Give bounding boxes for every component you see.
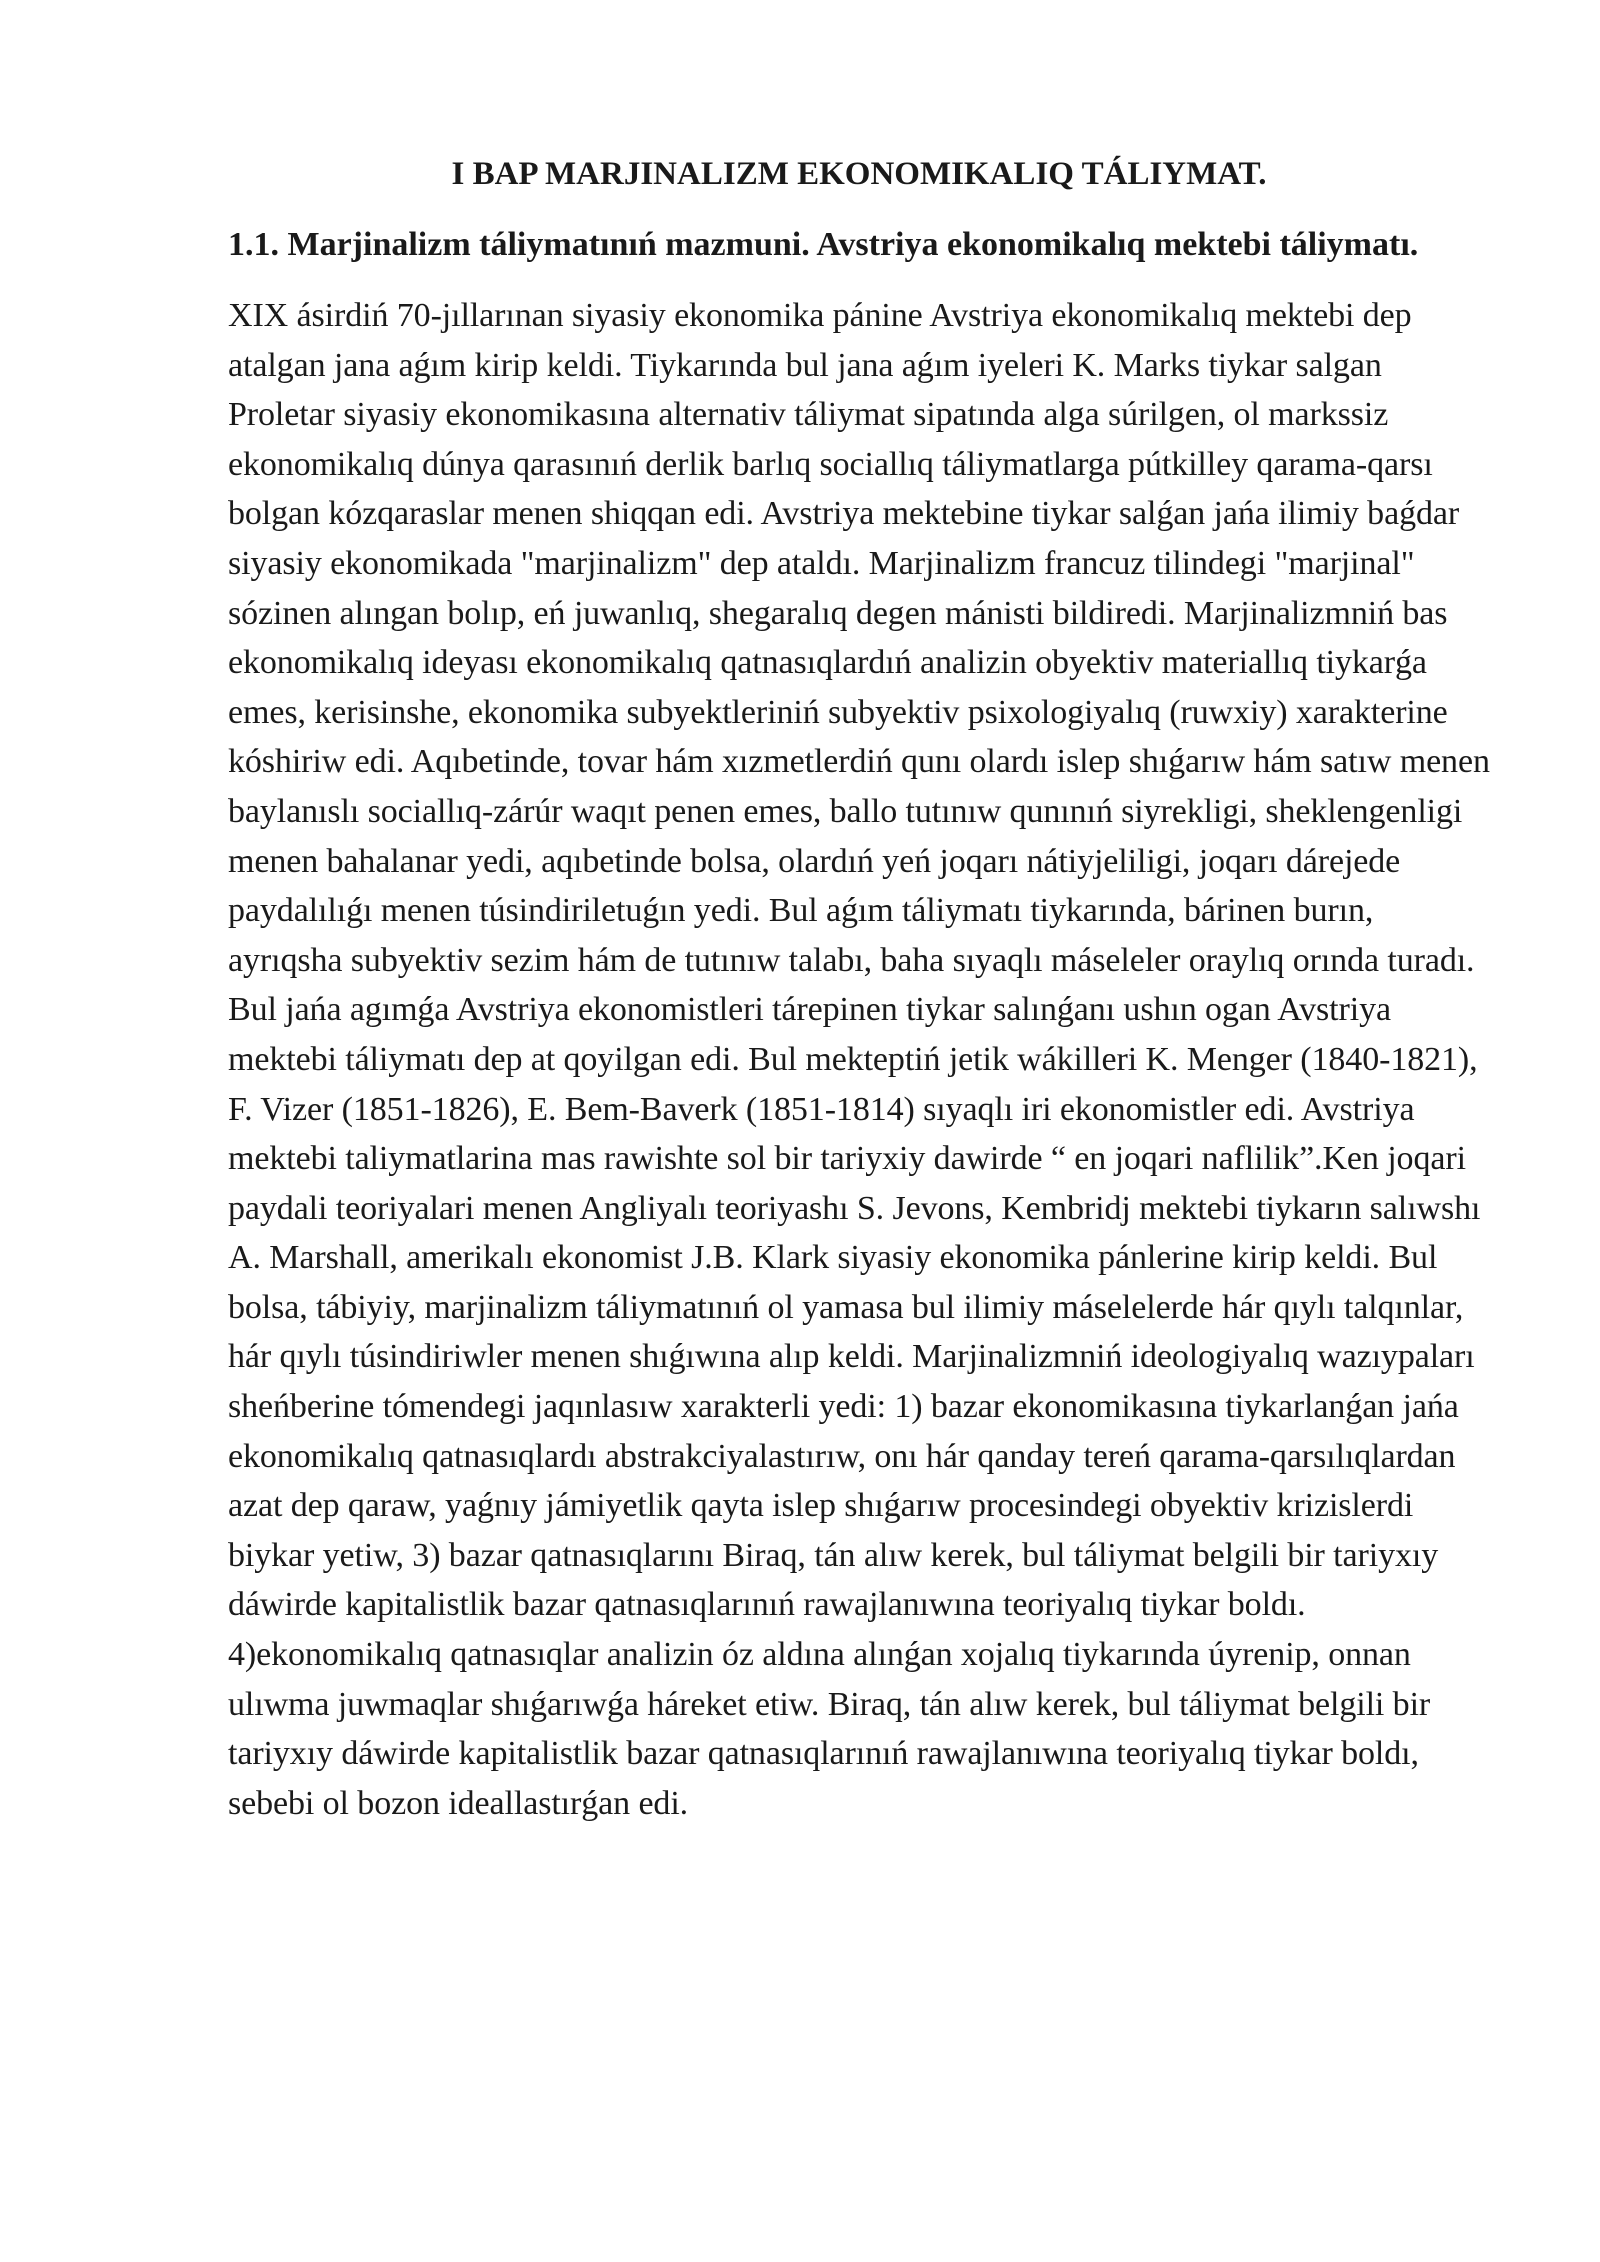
document-content: [228, 150, 1490, 1828]
section-title: 1.1. Marjinalizm táliymatınıń mazmuni. Avstriya ekonomikalıq mektebi táliymatı.: [228, 226, 1419, 263]
chapter-title: I BAP MARJINALIZM EKONOMIKALIQ TÁLIYMAT.: [451, 156, 1267, 192]
body-paragraph: XIX ásirdiń 70-jıllarınan siyasiy ekonomika pánine Avstriya ekonomikalıq mektebi dep atalgan jana aǵım kirip keldi. Tiykarında bul jana aǵım iyeleri K. Marks tiykar salgan Proletar siyasiy ekonomikasına alternativ táliymat sipatında alga súrilgen, ol markssiz ekonomikalıq dúnya qarasınıń derlik barlıq sociallıq táliymatlarga pútkilley qarama-qarsı bolgan kózqaraslar menen shiqqan edi. Avstriya mektebine tiykar salǵan jańa ilimiy baǵdar siyasiy ekonomikada "marjinalizm" dep ataldı. Marjinalizm francuz tilindegi "marjinal" sózinen alıngan bolıp, eń juwanlıq, shegaralıq degen mánisti bildiredi. Marjinalizmniń bas ekonomikalıq ideyası ekonomikalıq qatnasıqlardıń analizin obyektiv materiallıq tiykarǵa emes, kerisinshe, ekonomika subyektleriniń subyektiv psixologiyalıq (ruwxiy) xarakterine kóshiriw edi. Aqıbetinde, tovar hám xızmetlerdiń qunı olardı islep shıǵarıw hám satıw menen baylanıslı sociallıq-zárúr waqıt penen emes, ballo tutınıw qunınıń siyrekligi, sheklengenligi menen bahalanar yedi, aqıbetinde bolsa, olardıń yeń joqarı nátiyjeliligi, joqarı dárejede paydalılıǵı menen túsindiriletuǵın yedi. Bul aǵım táliymatı tiykarında, bárinen burın, ayrıqsha subyektiv sezim hám de tutınıw talabı, baha sıyaqlı máseleler oraylıq orında turadı. Bul jańa agımǵa Avstriya ekonomistleri tárepinen tiykar salınǵanı ushın ogan Avstriya mektebi táliymatı dep at qoyilgan edi. Bul mekteptiń jetik wákilleri K. Menger (1840-1821), F. Vizer (1851-1826), E. Bem-Baverk (1851-1814) sıyaqlı iri ekonomistler edi. Avstriya mektebi taliymatlarina mas rawishte sol bir tariyxiy dawirde “ en joqari naflilik”.Ken joqari paydali teoriyalari menen Angliyalı teoriyashı S. Jevons, Kembridj mektebi tiykarın salıwshı A. Marshall, amerikalı ekonomist J.B. Klark siyasiy ekonomika pánlerine kirip keldi. Bul bolsa, tábiyiy, marjinalizm táliymatınıń ol yamasa bul ilimiy máselelerde hár qıylı talqınlar, hár qıylı túsindiriwler menen shıǵıwına alıp keldi. Marjinalizmniń ideologiyalıq wazıypaları sheńberine tómendegi jaqınlasıw xarakterli yedi: 1) bazar ekonomikasına tiykarlanǵan jańa ekonomikalıq qatnasıqlardı abstrakciyalastırıw, onı hár qanday tereń qarama-qarsılıqlardan azat dep qaraw, yaǵnıy jámiyetlik qayta islep shıǵarıw procesindegi obyektiv krizislerdi biykar yetiw, 3) bazar qatnasıqlarını Biraq, tán alıw kerek, bul táliymat belgili bir tariyxıy dáwirde kapitalistlik bazar qatnasıqlarınıń rawajlanıwına teoriyalıq tiykar boldı. 4)ekonomikalıq qatnasıqlar analizin óz aldına alınǵan xojalıq tiykarında úyrenip, onnan ulıwma juwmaqlar shıǵarıwǵa háreket etiw. Biraq, tán alıw kerek, bul táliymat belgili bir tariyxıy dáwirde kapitalistlik bazar qatnasıqlarınıń rawajlanıwına teoriyalıq tiykar boldı, sebebi ol bozon ideallastırǵan edi.: [228, 297, 1490, 1822]
